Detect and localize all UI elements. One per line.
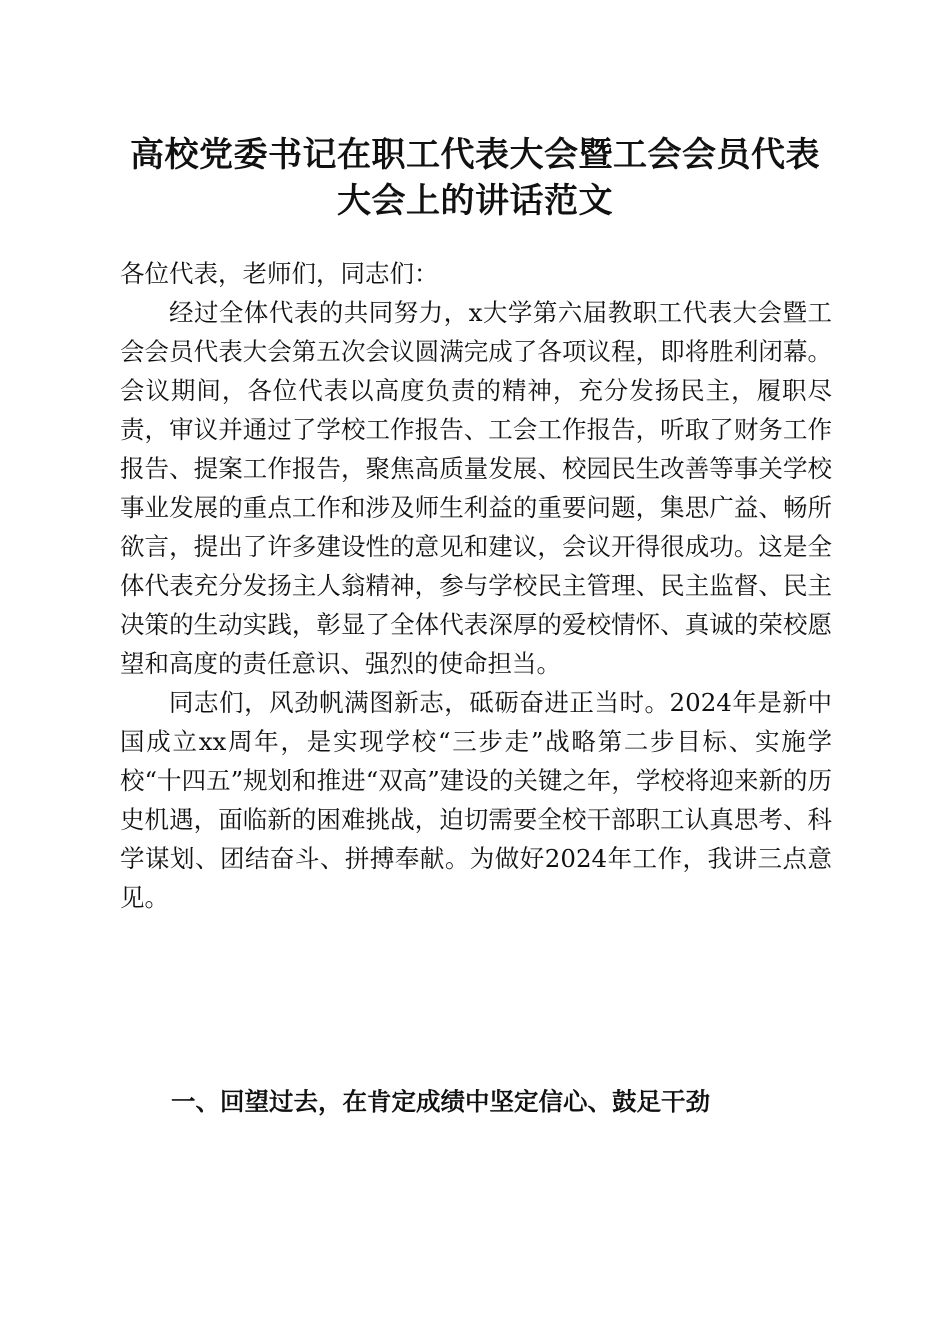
document-body <box>120 254 832 917</box>
paragraph-2: 同志们，风劲帆满图新志，砥砺奋进正当时。2024年是新中国成立xx周年，是实现学校“三步走”战略第二步目标、实施学校“十四五”规划和推进“双高”建设的关键之年，学校将迎来新的历史机遇，面临新的困难挑战，迫切需要全校干部职工认真思考、科学谋划、团结奋斗、拼搏奉献。为做好2024年工作，我讲三点意见。 <box>120 688 832 912</box>
section-heading: 一、回望过去，在肯定成绩中坚定信心、鼓足干劲 <box>171 1087 710 1116</box>
document-title <box>100 132 850 224</box>
salutation: 各位代表，老师们，同志们： <box>120 259 439 288</box>
title-line-1: 高校党委书记在职工代表大会暨工会会员代表 <box>130 135 820 175</box>
title-line-2: 大会上的讲话范文 <box>337 181 613 221</box>
paragraph-1: 经过全体代表的共同努力，x大学第六届教职工代表大会暨工会会员代表大会第五次会议圆满完成了各项议程，即将胜利闭幕。会议期间，各位代表以高度负责的精神，充分发扬民主，履职尽责，审议并通过了学校工作报告、工会工作报告，听取了财务工作报告、提案工作报告，聚焦高质量发展、校园民生改善等事关学校事业发展的重点工作和涉及师生利益的重要问题，集思广益、畅所欲言，提出了许多建设性的意见和建议，会议开得很成功。这是全体代表充分发扬主人翁精神，参与学校民主管理、民主监督、民主决策的生动实践，彰显了全体代表深厚的爱校情怀、真诚的荣校愿望和高度的责任意识、强烈的使命担当。 <box>120 298 832 678</box>
